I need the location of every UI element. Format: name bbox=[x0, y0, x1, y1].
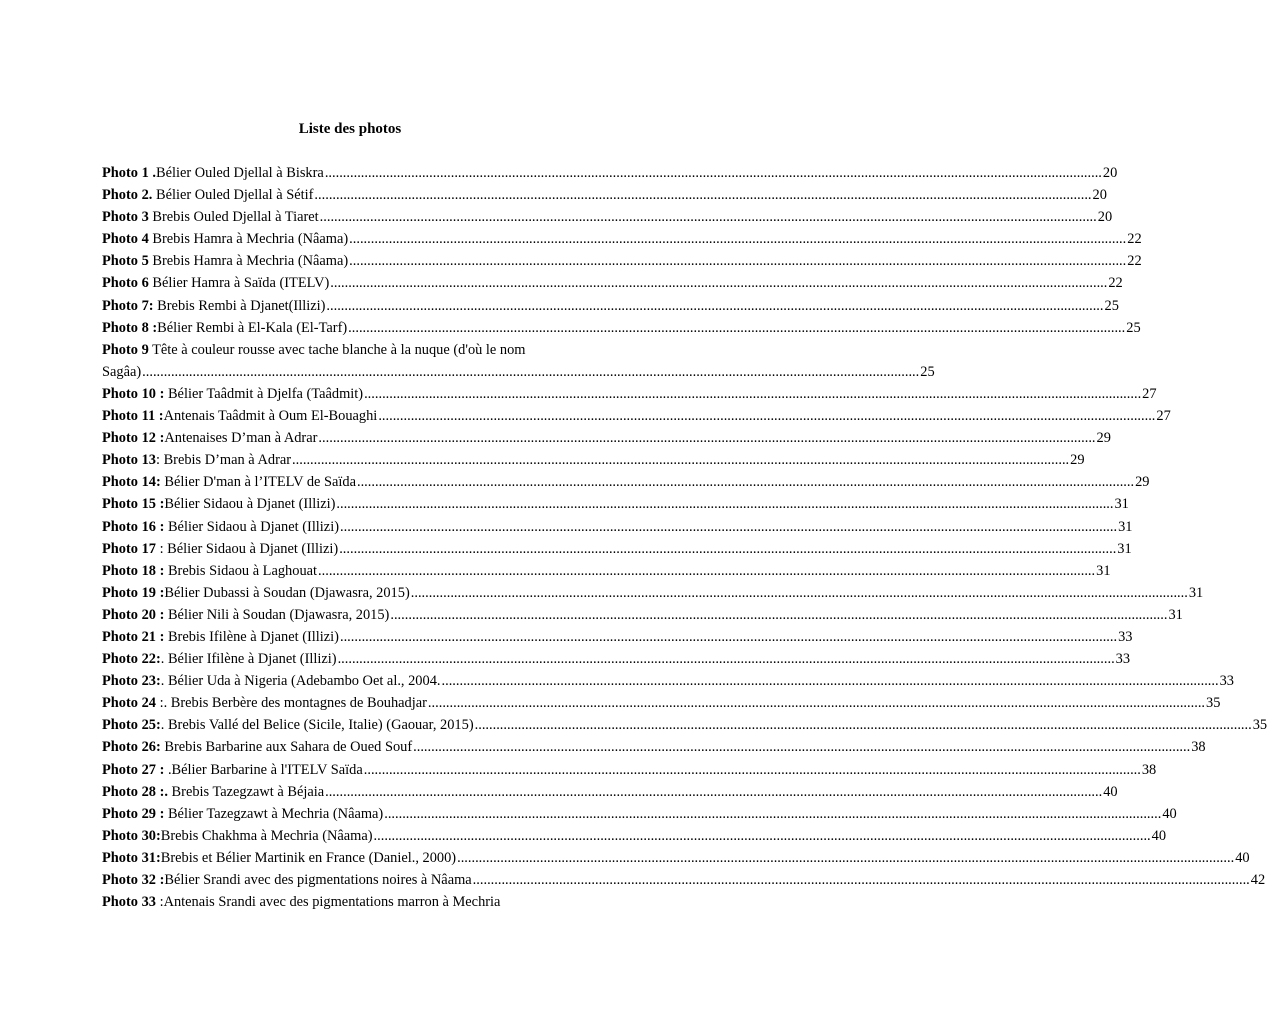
entry-label: Photo 26: bbox=[102, 739, 161, 756]
entry-content bbox=[102, 449, 291, 471]
dot-leader bbox=[340, 516, 1117, 538]
entry-text: Brebis et Bélier Martinik en France (Daniel., 2000) bbox=[160, 849, 457, 866]
dot-leader bbox=[339, 538, 1116, 560]
entry-label: Photo 24 bbox=[102, 695, 156, 712]
entry-page-number: 20 bbox=[1097, 209, 1113, 226]
entry-label: Photo 22: bbox=[102, 651, 161, 668]
dot-leader bbox=[326, 295, 1103, 317]
entry-page-number: 20 bbox=[1102, 165, 1118, 181]
entry-page-number: 35 bbox=[1206, 695, 1221, 712]
entry-label: Photo 2. bbox=[102, 187, 153, 204]
entry-page-number: 31 bbox=[1168, 606, 1183, 623]
entry-label: Photo 20 : bbox=[102, 606, 165, 623]
entry-text: Bélier Srandi avec des pigmentations noires à Nâama bbox=[164, 872, 472, 888]
list-item bbox=[102, 383, 1157, 405]
entry-label: Photo 21 : bbox=[102, 628, 165, 645]
dot-leader bbox=[473, 869, 1250, 891]
entry-content bbox=[102, 250, 348, 272]
entry-label: Photo 15 : bbox=[102, 496, 165, 513]
entry-label: Photo 31: bbox=[102, 849, 161, 866]
entry-label: Photo 32 : bbox=[102, 872, 165, 888]
entry-text: Bélier Tazegzawt à Mechria (Nâama) bbox=[164, 805, 384, 822]
entry-page-number: 31 bbox=[1118, 518, 1133, 535]
dot-leader bbox=[411, 582, 1188, 604]
list-item bbox=[102, 250, 1142, 272]
dot-leader bbox=[330, 272, 1107, 294]
entry-text: . Brebis Vallé del Belice (Sicile, Italie) (Gaouar, 2015) bbox=[160, 717, 474, 734]
list-item bbox=[102, 228, 1142, 250]
entry-page-number: 25 bbox=[920, 363, 935, 380]
entry-label: Photo 12 : bbox=[102, 430, 165, 447]
dot-leader bbox=[338, 648, 1115, 670]
list-item bbox=[102, 471, 1150, 493]
list-item bbox=[102, 803, 1177, 825]
entry-text: Bélier Sidaou à Djanet (Illizi) bbox=[164, 496, 336, 513]
entry-content bbox=[102, 184, 313, 206]
entry-page-number: 38 bbox=[1141, 761, 1157, 778]
dot-leader bbox=[384, 803, 1161, 825]
entry-page-number: 40 bbox=[1162, 805, 1177, 822]
dot-leader bbox=[378, 405, 1155, 427]
entry-text: Brebis Ifilène à Djanet (Illizi) bbox=[164, 628, 339, 645]
dot-leader bbox=[442, 670, 1219, 692]
entry-label: Photo 9 bbox=[102, 341, 149, 358]
entry-text: Brebis Sidaou à Laghouat bbox=[164, 562, 318, 579]
entry-label: Photo 16 : bbox=[102, 518, 165, 535]
list-item-continuation bbox=[102, 361, 935, 383]
entry-text: :. Brebis Berbère des montagnes de Bouhadjar bbox=[155, 695, 427, 712]
entry-text: Bélier Ouled Djellal à Sétif bbox=[152, 187, 314, 204]
entry-page-number: 27 bbox=[1142, 385, 1157, 402]
entry-content bbox=[102, 516, 339, 538]
list-item bbox=[102, 405, 1171, 427]
entry-content bbox=[102, 891, 500, 913]
entry-text: Antenais Taâdmit à Oum El-Bouaghi bbox=[163, 408, 378, 425]
dot-leader bbox=[457, 847, 1234, 869]
entry-label: Photo 27 : bbox=[102, 761, 165, 778]
entry-label: Photo 5 bbox=[102, 253, 149, 270]
list-item bbox=[102, 626, 1133, 648]
entry-content bbox=[102, 803, 383, 825]
dot-leader bbox=[348, 317, 1125, 339]
entry-page-number: 25 bbox=[1104, 297, 1119, 314]
dot-leader bbox=[364, 759, 1141, 781]
dot-leader bbox=[357, 471, 1134, 493]
entry-label: Photo 1 . bbox=[102, 165, 156, 181]
entry-label: Photo 25: bbox=[102, 717, 161, 734]
list-item bbox=[102, 317, 1141, 339]
dot-leader bbox=[475, 714, 1252, 736]
entry-label: Photo 4 bbox=[102, 231, 149, 248]
entry-page-number: 31 bbox=[1188, 584, 1204, 601]
dot-leader bbox=[413, 736, 1190, 758]
entry-text: Bélier Taâdmit à Djelfa (Taâdmit) bbox=[164, 385, 364, 402]
list-item bbox=[102, 736, 1206, 758]
entry-text: Brebis Hamra à Mechria (Nâama) bbox=[148, 253, 349, 270]
list-item bbox=[102, 427, 1111, 449]
entry-label: Photo 14: bbox=[102, 474, 161, 491]
dot-leader bbox=[390, 604, 1167, 626]
dot-leader bbox=[340, 626, 1117, 648]
entry-text: :Antenais Srandi avec des pigmentations marron à Mechria bbox=[155, 894, 501, 911]
dot-leader bbox=[349, 228, 1126, 250]
entry-text: Bélier Dubassi à Soudan (Djawasra, 2015) bbox=[164, 584, 410, 601]
dot-leader bbox=[314, 184, 1091, 206]
list-item bbox=[102, 869, 1266, 891]
entry-content bbox=[102, 295, 325, 317]
entry-page-number: 38 bbox=[1191, 739, 1206, 756]
entry-label: Photo 19 : bbox=[102, 584, 165, 601]
entry-text: Brebis Rembi à Djanet(Illizi) bbox=[153, 297, 326, 314]
entry-page-number: 27 bbox=[1156, 408, 1171, 425]
entry-page-number: 31 bbox=[1096, 562, 1111, 579]
entry-label: Photo 30: bbox=[102, 827, 161, 844]
entry-text: Bélier Nili à Soudan (Djawasra, 2015) bbox=[164, 606, 390, 623]
list-item bbox=[102, 692, 1221, 714]
page-title: Liste des photos bbox=[298, 121, 402, 137]
entry-page-number: 25 bbox=[1126, 319, 1141, 336]
entry-text: Bélier Ouled Djellal à Biskra bbox=[155, 165, 324, 181]
list-item bbox=[102, 781, 1118, 803]
entry-text: .Bélier Barbarine à l'ITELV Saïda bbox=[164, 761, 363, 778]
entry-content bbox=[102, 471, 356, 493]
list-item bbox=[102, 560, 1111, 582]
entry-page-number: 20 bbox=[1092, 187, 1107, 204]
entry-text: Antenaises D’man à Adrar bbox=[164, 430, 318, 447]
entry-content bbox=[102, 736, 412, 758]
list-item bbox=[102, 648, 1131, 670]
entry-page-number: 22 bbox=[1127, 253, 1142, 270]
entry-label: Photo 17 bbox=[102, 540, 156, 557]
entry-content bbox=[102, 759, 363, 781]
list-item bbox=[102, 272, 1123, 294]
entry-label: Photo 3 bbox=[102, 209, 149, 226]
entry-content bbox=[102, 493, 335, 515]
list-item bbox=[102, 449, 1085, 471]
dot-leader bbox=[318, 427, 1095, 449]
entry-content bbox=[102, 272, 329, 294]
entry-label: Photo 10 : bbox=[102, 385, 165, 402]
list-item bbox=[102, 604, 1183, 626]
entry-label: Photo 33 bbox=[102, 894, 156, 911]
entry-page-number: 31 bbox=[1114, 496, 1129, 513]
dot-leader bbox=[374, 825, 1151, 847]
entry-content bbox=[102, 538, 338, 560]
dot-leader bbox=[142, 361, 919, 383]
entry-text: : Brebis D’man à Adrar bbox=[155, 452, 292, 469]
entry-text: : Bélier Sidaou à Djanet (Illizi) bbox=[155, 540, 339, 557]
entry-page-number: 35 bbox=[1252, 717, 1267, 734]
list-item bbox=[102, 493, 1129, 515]
entry-content bbox=[102, 714, 474, 736]
entry-content bbox=[102, 781, 324, 803]
dot-leader bbox=[364, 383, 1141, 405]
entry-content bbox=[102, 162, 324, 184]
entry-text: Bélier Hamra à Saïda (ITELV) bbox=[148, 275, 330, 292]
entry-page-number: 29 bbox=[1135, 474, 1150, 491]
entry-page-number: 40 bbox=[1235, 849, 1250, 866]
entry-page-number: 22 bbox=[1108, 275, 1123, 292]
entry-content bbox=[102, 648, 337, 670]
entry-page-number: 33 bbox=[1115, 651, 1131, 668]
entry-text: Bélier Sidaou à Djanet (Illizi) bbox=[164, 518, 339, 535]
entry-label: Photo 13 bbox=[102, 452, 156, 469]
entry-text: Brebis Barbarine aux Sahara de Oued Souf bbox=[160, 739, 413, 756]
entry-page-number: 40 bbox=[1151, 827, 1167, 844]
list-item bbox=[102, 339, 601, 361]
entry-label: Photo 28 :. bbox=[102, 783, 168, 800]
entry-page-number: 40 bbox=[1103, 783, 1118, 800]
list-item bbox=[102, 891, 601, 913]
entry-content bbox=[102, 228, 348, 250]
entry-content bbox=[102, 560, 317, 582]
dot-leader bbox=[349, 250, 1126, 272]
entry-page-number: 29 bbox=[1070, 452, 1085, 469]
entry-label: Photo 7: bbox=[102, 297, 154, 314]
entry-content bbox=[102, 869, 472, 891]
entry-content bbox=[102, 825, 373, 847]
entry-text: Brebis Tazegzawt à Béjaia bbox=[167, 783, 325, 800]
dot-leader bbox=[292, 449, 1069, 471]
entry-text: Tête à couleur rousse avec tache blanche à la nuque (d'où le nom bbox=[148, 341, 526, 358]
list-item bbox=[102, 759, 1157, 781]
entry-content bbox=[102, 206, 319, 228]
entry-label: Photo 23: bbox=[102, 673, 161, 690]
entry-content bbox=[102, 383, 363, 405]
list-item bbox=[102, 582, 1204, 604]
entry-content bbox=[102, 670, 441, 692]
entry-page-number: 33 bbox=[1118, 628, 1133, 645]
entry-text: Bélier D'man à l’ITELV de Saïda bbox=[160, 474, 356, 491]
entry-text: . Bélier Ifilène à Djanet (Illizi) bbox=[160, 651, 337, 668]
list-item bbox=[102, 714, 1267, 736]
dot-leader bbox=[320, 206, 1097, 228]
entry-page-number: 29 bbox=[1096, 430, 1111, 447]
entry-content bbox=[102, 427, 317, 449]
dot-leader bbox=[336, 493, 1113, 515]
photo-list bbox=[102, 162, 1267, 913]
entry-text: Brebis Hamra à Mechria (Nâama) bbox=[148, 231, 349, 248]
list-item bbox=[102, 162, 1118, 184]
entry-text: Brebis Ouled Djellal à Tiaret bbox=[148, 209, 319, 226]
dot-leader bbox=[318, 560, 1095, 582]
entry-label: Photo 8 : bbox=[102, 319, 158, 336]
list-item bbox=[102, 825, 1167, 847]
dot-leader bbox=[325, 781, 1102, 803]
entry-page-number: 33 bbox=[1219, 673, 1234, 690]
entry-text: Brebis Chakhma à Mechria (Nâama) bbox=[160, 827, 373, 844]
list-item bbox=[102, 206, 1113, 228]
entry-page-number: 31 bbox=[1117, 540, 1132, 557]
entry-content bbox=[102, 626, 339, 648]
list-item bbox=[102, 516, 1133, 538]
list-item bbox=[102, 670, 1234, 692]
entry-label: Photo 11 : bbox=[102, 408, 164, 425]
entry-text: Bélier Rembi à El-Kala (El-Tarf) bbox=[157, 319, 348, 336]
entry-text-continuation: Sagâa) bbox=[102, 363, 142, 380]
entry-content bbox=[102, 692, 427, 714]
entry-page-number: 22 bbox=[1127, 231, 1142, 248]
list-item bbox=[102, 295, 1119, 317]
entry-content bbox=[102, 405, 377, 427]
entry-content bbox=[102, 847, 456, 869]
dot-leader bbox=[325, 162, 1102, 184]
entry-page-number: 42 bbox=[1250, 872, 1266, 888]
entry-content bbox=[102, 582, 410, 604]
list-item bbox=[102, 847, 1250, 869]
entry-content bbox=[102, 604, 389, 626]
entry-label: Photo 18 : bbox=[102, 562, 165, 579]
entry-text: . Bélier Uda à Nigeria (Adebambo Oet al., 2004. bbox=[160, 673, 441, 690]
entry-label: Photo 29 : bbox=[102, 805, 165, 822]
entry-label: Photo 6 bbox=[102, 275, 149, 292]
list-item bbox=[102, 184, 1107, 206]
entry-content bbox=[102, 317, 347, 339]
dot-leader bbox=[428, 692, 1205, 714]
list-item bbox=[102, 538, 1132, 560]
